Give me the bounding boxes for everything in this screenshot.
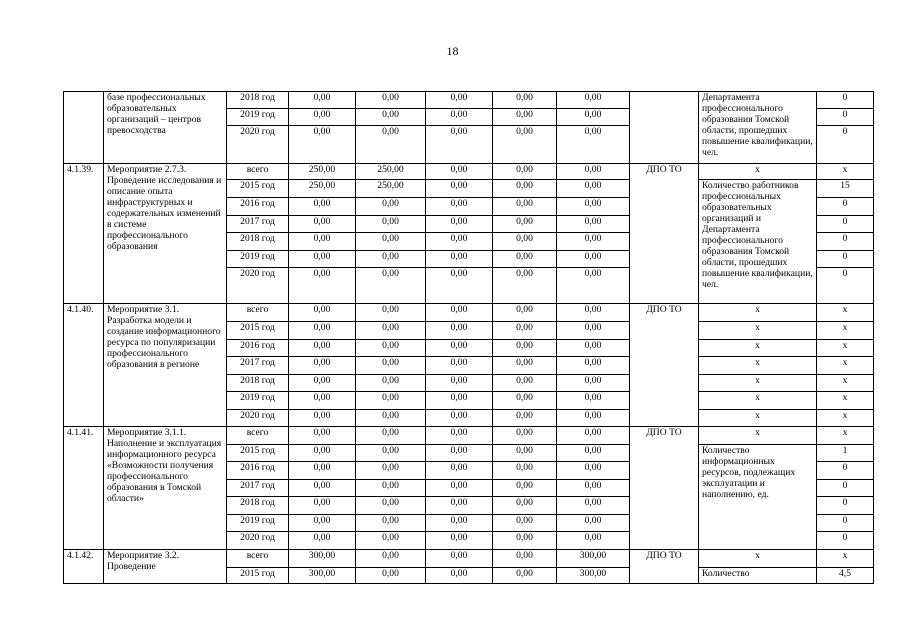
extra-budget-cell: 300,00 — [557, 550, 630, 568]
period-cell: 2016 год — [227, 340, 289, 357]
local-cell: 0,00 — [493, 304, 557, 322]
total-cell: 0,00 — [289, 233, 356, 251]
executor-cell — [630, 92, 699, 164]
indicator-cell: х — [699, 550, 817, 568]
indicator-value-cell: х — [817, 164, 874, 180]
federal-cell: 0,00 — [356, 198, 426, 216]
period-cell: 2020 год — [227, 532, 289, 550]
regional-cell: 0,00 — [426, 427, 493, 445]
total-cell: 300,00 — [289, 568, 356, 584]
local-cell: 0,00 — [493, 198, 557, 216]
total-cell: 0,00 — [289, 268, 356, 304]
period-cell: 2018 год — [227, 497, 289, 515]
executor-cell: ДПО ТО — [630, 427, 699, 550]
indicator-value-cell: х — [817, 322, 874, 340]
federal-cell: 0,00 — [356, 92, 426, 109]
extra-budget-cell: 0,00 — [557, 304, 630, 322]
regional-cell: 0,00 — [426, 532, 493, 550]
indicator-value-cell: 0 — [817, 532, 874, 550]
extra-budget-cell: 0,00 — [557, 410, 630, 427]
regional-cell: 0,00 — [426, 497, 493, 515]
regional-cell: 0,00 — [426, 480, 493, 497]
total-cell: 0,00 — [289, 375, 356, 392]
federal-cell: 250,00 — [356, 180, 426, 198]
indicator-value-cell: 0 — [817, 462, 874, 480]
total-cell: 0,00 — [289, 92, 356, 109]
period-cell: всего — [227, 550, 289, 568]
total-cell: 0,00 — [289, 445, 356, 462]
federal-cell: 0,00 — [356, 515, 426, 532]
period-cell: 2018 год — [227, 92, 289, 109]
period-cell: 2019 год — [227, 251, 289, 268]
total-cell: 300,00 — [289, 550, 356, 568]
federal-cell: 0,00 — [356, 109, 426, 126]
federal-cell: 0,00 — [356, 304, 426, 322]
regional-cell: 0,00 — [426, 550, 493, 568]
local-cell: 0,00 — [493, 568, 557, 584]
extra-budget-cell: 0,00 — [557, 357, 630, 375]
extra-budget-cell: 0,00 — [557, 126, 630, 164]
total-cell: 250,00 — [289, 180, 356, 198]
measure-name: Мероприятие 3.1. Разработка модели и создание информационного ресурса по популяризации профессионального образования в регионе — [104, 304, 227, 427]
local-cell: 0,00 — [493, 216, 557, 233]
indicator-value-cell: 0 — [817, 497, 874, 515]
extra-budget-cell: 0,00 — [557, 92, 630, 109]
indicator-value-cell: х — [817, 550, 874, 568]
regional-cell: 0,00 — [426, 109, 493, 126]
indicator-value-cell: 0 — [817, 480, 874, 497]
local-cell: 0,00 — [493, 427, 557, 445]
indicator-cell: х — [699, 357, 817, 375]
local-cell: 0,00 — [493, 180, 557, 198]
indicator-value-cell: х — [817, 392, 874, 410]
row-code — [64, 92, 104, 164]
federal-cell: 250,00 — [356, 164, 426, 180]
extra-budget-cell: 0,00 — [557, 497, 630, 515]
indicator-value-cell: х — [817, 340, 874, 357]
executor-cell: ДПО ТО — [630, 550, 699, 584]
extra-budget-cell: 0,00 — [557, 480, 630, 497]
extra-budget-cell: 0,00 — [557, 462, 630, 480]
period-cell: 2016 год — [227, 198, 289, 216]
indicator-cell: х — [699, 304, 817, 322]
measure-name: Мероприятие 2.7.3. Проведение исследования и описание опыта инфраструктурных и содержательных изменений в системе профессионального образования — [104, 164, 227, 304]
indicator-cell: х — [699, 322, 817, 340]
extra-budget-cell: 0,00 — [557, 216, 630, 233]
federal-cell: 0,00 — [356, 427, 426, 445]
local-cell: 0,00 — [493, 392, 557, 410]
indicator-value-cell: 4,5 — [817, 568, 874, 584]
local-cell: 0,00 — [493, 550, 557, 568]
local-cell: 0,00 — [493, 357, 557, 375]
extra-budget-cell: 0,00 — [557, 268, 630, 304]
page-number: 18 — [446, 44, 459, 58]
federal-cell: 0,00 — [356, 216, 426, 233]
total-cell: 0,00 — [289, 322, 356, 340]
extra-budget-cell: 0,00 — [557, 251, 630, 268]
regional-cell: 0,00 — [426, 268, 493, 304]
period-cell: 2015 год — [227, 568, 289, 584]
indicator-cell: Количество — [699, 568, 817, 584]
indicator-value-cell: 0 — [817, 126, 874, 164]
local-cell: 0,00 — [493, 340, 557, 357]
total-cell: 0,00 — [289, 480, 356, 497]
executor-cell: ДПО ТО — [630, 164, 699, 304]
federal-cell: 0,00 — [356, 357, 426, 375]
indicator-cell: Департамента профессионального образования Томской области, прошедших повышение квалификации, чел. — [699, 92, 817, 164]
local-cell: 0,00 — [493, 268, 557, 304]
indicator-value-cell: 0 — [817, 198, 874, 216]
row-code: 4.1.39. — [64, 164, 104, 304]
federal-cell: 0,00 — [356, 322, 426, 340]
extra-budget-cell: 0,00 — [557, 180, 630, 198]
total-cell: 0,00 — [289, 304, 356, 322]
federal-cell: 0,00 — [356, 340, 426, 357]
measure-name: базе профессиональных образовательных организаций – центров превосходства — [104, 92, 227, 164]
period-cell: 2016 год — [227, 462, 289, 480]
table-row — [64, 550, 874, 568]
local-cell: 0,00 — [493, 497, 557, 515]
indicator-value-cell: х — [817, 304, 874, 322]
regional-cell: 0,00 — [426, 322, 493, 340]
total-cell: 0,00 — [289, 410, 356, 427]
total-cell: 250,00 — [289, 164, 356, 180]
indicator-cell: х — [699, 427, 817, 445]
measure-name: Мероприятие 3.2. Проведение — [104, 550, 227, 584]
indicator-value-cell: 1 — [817, 445, 874, 462]
period-cell: 2017 год — [227, 480, 289, 497]
table-row — [64, 427, 874, 445]
period-cell: 2018 год — [227, 233, 289, 251]
table-row — [64, 92, 874, 109]
total-cell: 0,00 — [289, 357, 356, 375]
period-cell: 2019 год — [227, 515, 289, 532]
extra-budget-cell: 0,00 — [557, 198, 630, 216]
federal-cell: 0,00 — [356, 462, 426, 480]
regional-cell: 0,00 — [426, 410, 493, 427]
indicator-cell: х — [699, 164, 817, 180]
period-cell: всего — [227, 304, 289, 322]
regional-cell: 0,00 — [426, 445, 493, 462]
total-cell: 0,00 — [289, 392, 356, 410]
total-cell: 0,00 — [289, 427, 356, 445]
indicator-value-cell: 0 — [817, 233, 874, 251]
indicator-value-cell: 0 — [817, 251, 874, 268]
indicator-value-cell: х — [817, 357, 874, 375]
federal-cell: 0,00 — [356, 480, 426, 497]
total-cell: 0,00 — [289, 109, 356, 126]
local-cell: 0,00 — [493, 322, 557, 340]
regional-cell: 0,00 — [426, 216, 493, 233]
indicator-cell: х — [699, 375, 817, 392]
regional-cell: 0,00 — [426, 568, 493, 584]
indicator-value-cell: 0 — [817, 109, 874, 126]
indicator-cell: х — [699, 392, 817, 410]
indicator-value-cell: 0 — [817, 268, 874, 304]
extra-budget-cell: 0,00 — [557, 427, 630, 445]
period-cell: 2015 год — [227, 180, 289, 198]
extra-budget-cell: 0,00 — [557, 532, 630, 550]
regional-cell: 0,00 — [426, 304, 493, 322]
local-cell: 0,00 — [493, 532, 557, 550]
regional-cell: 0,00 — [426, 251, 493, 268]
federal-cell: 0,00 — [356, 392, 426, 410]
federal-cell: 0,00 — [356, 497, 426, 515]
local-cell: 0,00 — [493, 462, 557, 480]
period-cell: всего — [227, 164, 289, 180]
local-cell: 0,00 — [493, 480, 557, 497]
total-cell: 0,00 — [289, 462, 356, 480]
indicator-value-cell: х — [817, 410, 874, 427]
total-cell: 0,00 — [289, 497, 356, 515]
local-cell: 0,00 — [493, 410, 557, 427]
indicator-value-cell: х — [817, 375, 874, 392]
extra-budget-cell: 0,00 — [557, 164, 630, 180]
extra-budget-cell: 0,00 — [557, 515, 630, 532]
indicator-cell: х — [699, 410, 817, 427]
total-cell: 0,00 — [289, 340, 356, 357]
federal-cell: 0,00 — [356, 410, 426, 427]
period-cell: 2019 год — [227, 109, 289, 126]
regional-cell: 0,00 — [426, 340, 493, 357]
extra-budget-cell: 0,00 — [557, 233, 630, 251]
total-cell: 0,00 — [289, 198, 356, 216]
period-cell: 2020 год — [227, 126, 289, 164]
local-cell: 0,00 — [493, 515, 557, 532]
total-cell: 0,00 — [289, 216, 356, 233]
local-cell: 0,00 — [493, 445, 557, 462]
budget-table — [63, 91, 874, 584]
total-cell: 0,00 — [289, 251, 356, 268]
extra-budget-cell: 0,00 — [557, 109, 630, 126]
indicator-cell: х — [699, 340, 817, 357]
table-body — [64, 92, 874, 584]
period-cell: 2015 год — [227, 445, 289, 462]
row-code: 4.1.42. — [64, 550, 104, 584]
total-cell: 0,00 — [289, 532, 356, 550]
indicator-value-cell: х — [817, 427, 874, 445]
measure-name: Мероприятие 3.1.1. Наполнение и эксплуатация информационного ресурса «Возможности получения профессионального образования в Томской области» — [104, 427, 227, 550]
federal-cell: 0,00 — [356, 268, 426, 304]
regional-cell: 0,00 — [426, 515, 493, 532]
local-cell: 0,00 — [493, 233, 557, 251]
indicator-value-cell: 0 — [817, 92, 874, 109]
extra-budget-cell: 0,00 — [557, 322, 630, 340]
regional-cell: 0,00 — [426, 180, 493, 198]
indicator-cell: Количество работников профессиональных образовательных организаций и Департамента профессионального образования Томской области, прошедших повышение квалификации, чел. — [699, 180, 817, 304]
regional-cell: 0,00 — [426, 92, 493, 109]
extra-budget-cell: 0,00 — [557, 375, 630, 392]
indicator-cell: Количество информационных ресурсов, подлежащих эксплуатации и наполнению, ед. — [699, 445, 817, 550]
federal-cell: 0,00 — [356, 568, 426, 584]
total-cell: 0,00 — [289, 515, 356, 532]
period-cell: 2017 год — [227, 357, 289, 375]
local-cell: 0,00 — [493, 375, 557, 392]
row-code: 4.1.41. — [64, 427, 104, 550]
regional-cell: 0,00 — [426, 198, 493, 216]
indicator-value-cell: 15 — [817, 180, 874, 198]
local-cell: 0,00 — [493, 109, 557, 126]
extra-budget-cell: 0,00 — [557, 445, 630, 462]
extra-budget-cell: 300,00 — [557, 568, 630, 584]
regional-cell: 0,00 — [426, 392, 493, 410]
federal-cell: 0,00 — [356, 550, 426, 568]
period-cell: 2019 год — [227, 392, 289, 410]
table-row — [64, 164, 874, 180]
regional-cell: 0,00 — [426, 357, 493, 375]
federal-cell: 0,00 — [356, 375, 426, 392]
period-cell: 2020 год — [227, 268, 289, 304]
period-cell: 2018 год — [227, 375, 289, 392]
local-cell: 0,00 — [493, 164, 557, 180]
regional-cell: 0,00 — [426, 375, 493, 392]
regional-cell: 0,00 — [426, 462, 493, 480]
period-cell: 2017 год — [227, 216, 289, 233]
period-cell: 2015 год — [227, 322, 289, 340]
federal-cell: 0,00 — [356, 126, 426, 164]
period-cell: всего — [227, 427, 289, 445]
regional-cell: 0,00 — [426, 233, 493, 251]
federal-cell: 0,00 — [356, 445, 426, 462]
regional-cell: 0,00 — [426, 126, 493, 164]
local-cell: 0,00 — [493, 92, 557, 109]
federal-cell: 0,00 — [356, 251, 426, 268]
period-cell: 2020 год — [227, 410, 289, 427]
regional-cell: 0,00 — [426, 164, 493, 180]
table-row — [64, 304, 874, 322]
local-cell: 0,00 — [493, 126, 557, 164]
extra-budget-cell: 0,00 — [557, 340, 630, 357]
extra-budget-cell: 0,00 — [557, 392, 630, 410]
indicator-value-cell: 0 — [817, 515, 874, 532]
executor-cell: ДПО ТО — [630, 304, 699, 427]
federal-cell: 0,00 — [356, 532, 426, 550]
row-code: 4.1.40. — [64, 304, 104, 427]
federal-cell: 0,00 — [356, 233, 426, 251]
local-cell: 0,00 — [493, 251, 557, 268]
total-cell: 0,00 — [289, 126, 356, 164]
indicator-value-cell: 0 — [817, 216, 874, 233]
